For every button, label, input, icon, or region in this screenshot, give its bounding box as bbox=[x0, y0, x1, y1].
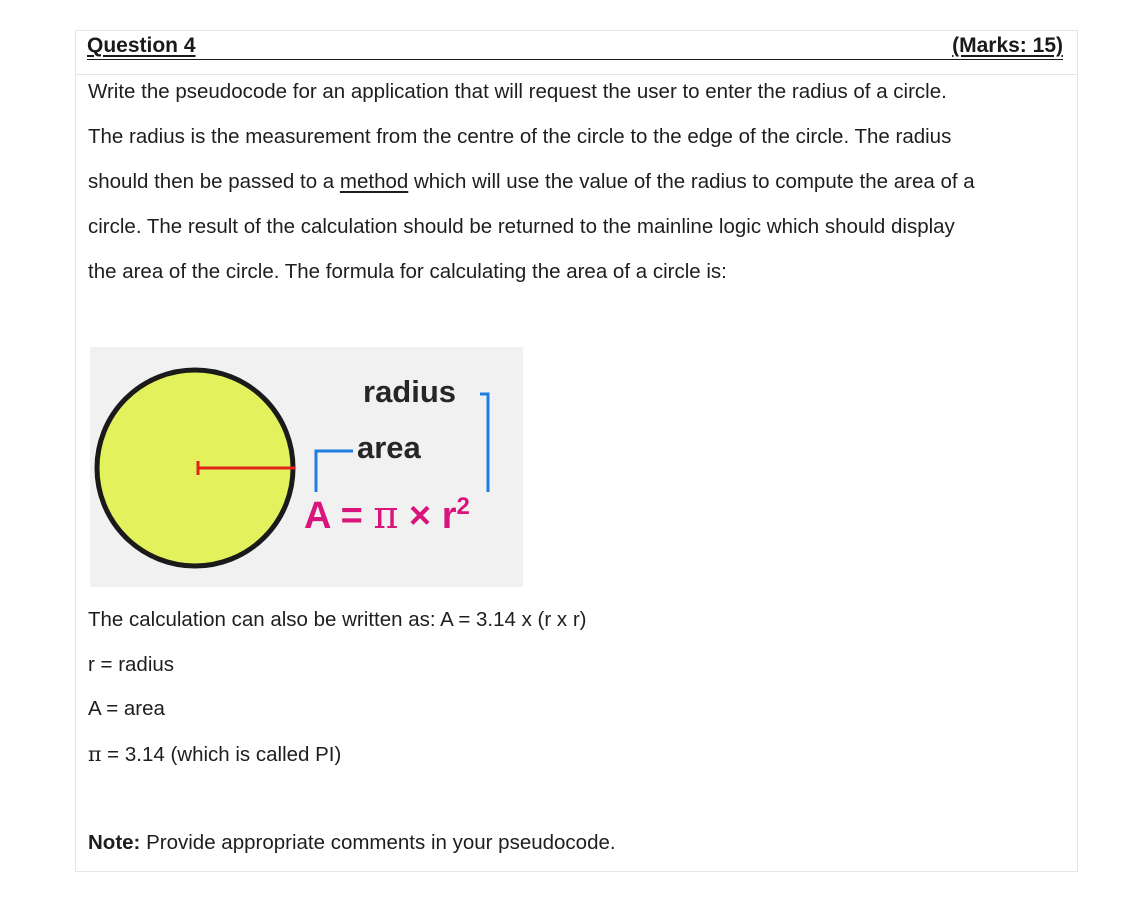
paragraph-line-3 bbox=[88, 170, 975, 194]
area-label: area bbox=[357, 430, 421, 465]
radius-label: radius bbox=[363, 374, 457, 409]
formula-exponent: 2 bbox=[456, 493, 470, 520]
question-marks: (Marks: 15) bbox=[952, 34, 1063, 57]
formula-r: r bbox=[441, 495, 457, 537]
circle-diagram bbox=[90, 347, 523, 587]
paragraph-line-5: the area of the circle. The formula for calculating the area of a circle is: bbox=[88, 260, 727, 283]
method-term: method bbox=[339, 170, 409, 193]
pi-symbol: π bbox=[88, 742, 102, 766]
formula-equals: = bbox=[340, 495, 363, 537]
formula-pi: π bbox=[373, 493, 399, 537]
a-definition: A = area bbox=[88, 697, 165, 720]
paragraph-line-4: circle. The result of the calculation should be returned to the mainline logic which should display bbox=[88, 215, 955, 238]
area-formula bbox=[304, 493, 470, 538]
paragraph-line-1: Write the pseudocode for an application that will request the user to enter the radius of a circle. bbox=[88, 80, 947, 103]
formula-times: × bbox=[408, 495, 432, 537]
paragraph-line-2: The radius is the measurement from the centre of the circle to the edge of the circle. The radius bbox=[88, 125, 952, 148]
question-header bbox=[87, 33, 1063, 60]
circle-area-figure bbox=[90, 347, 523, 587]
pi-definition bbox=[88, 742, 341, 767]
radius-bracket bbox=[480, 394, 488, 492]
paragraph-line-3-before: should then be passed to a bbox=[88, 170, 340, 193]
area-bracket bbox=[316, 451, 353, 492]
note-label: Note: bbox=[88, 831, 141, 854]
note-text: Provide appropriate comments in your pseudocode. bbox=[140, 831, 616, 854]
paragraph-line-3-after: which will use the value of the radius to compute the area of a bbox=[408, 170, 975, 193]
pi-definition-text: = 3.14 (which is called PI) bbox=[101, 743, 342, 766]
formula-a: A bbox=[304, 495, 331, 537]
calculation-alt-line: The calculation can also be written as: A = 3.14 x (r x r) bbox=[88, 608, 587, 631]
question-title: Question 4 bbox=[87, 34, 196, 57]
r-definition: r = radius bbox=[88, 653, 175, 676]
note-line bbox=[88, 831, 616, 855]
header-divider bbox=[76, 74, 1077, 75]
